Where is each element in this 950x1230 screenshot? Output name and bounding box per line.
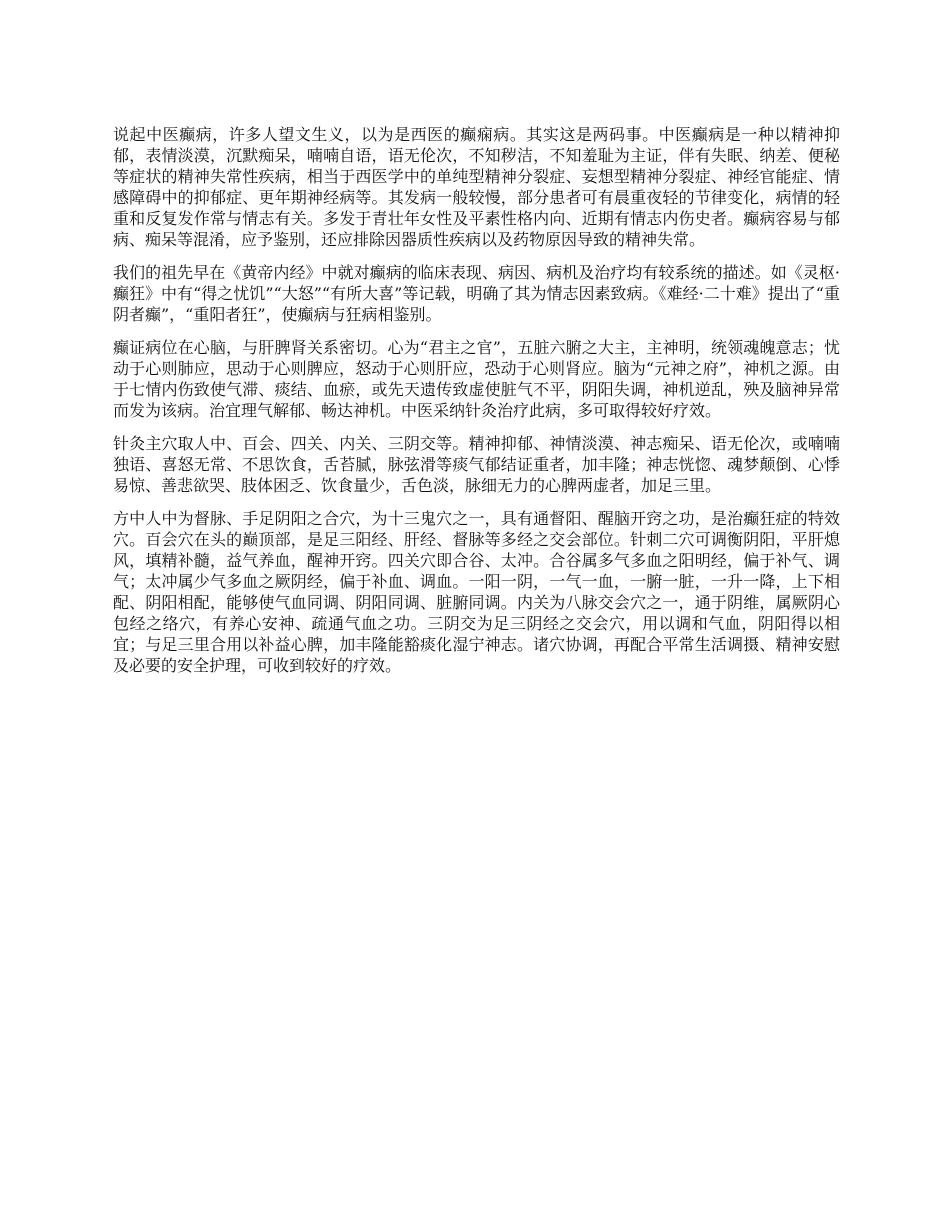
- paragraph-explanation: 方中人中为督脉、手足阴阳之合穴，为十三鬼穴之一，具有通督阳、醒脑开窍之功，是治癫狂症的特效穴。百会穴在头的巅顶部，是足三阳经、肝经、督脉等多经之交会部位。针刺二穴可调衡阴阳，平肝熄风，填精补髓，益气养血，醒神开窍。四关穴即合谷、太冲。合谷属多气多血之阳明经，偏于补气、调气；太冲属少气多血之厥阴经，偏于补血、调血。一阳一阴，一气一血，一腑一脏，一升一降，上下相配、阴阳相配，能够使气血同调、阴阳同调、脏腑同调。内关为八脉交会穴之一，通于阴维，属厥阴心包经之络穴，有养心安神、疏通气血之功。三阴交为足三阴经之交会穴，用以调和气血，阴阳得以相宜；与足三里合用以补益心脾，加丰隆能豁痰化湿宁神志。诸穴协调，再配合平常生活调摄、精神安慰及必要的安全护理，可收到较好的疗效。: [113, 509, 840, 675]
- paragraph-acupoints: 针灸主穴取人中、百会、四关、内关、三阴交等。精神抑郁、神情淡漠、神志痴呆、语无伦次，或喃喃独语、喜怒无常、不思饮食，舌苔腻，脉弦滑等痰气郁结证重者，加丰隆；神志恍惚、魂梦颠倒、心悸易惊、善悲欲哭、肢体困乏、饮食量少，舌色淡，脉细无力的心脾两虚者，加足三里。: [113, 434, 840, 495]
- document-body: [113, 124, 840, 688]
- paragraph-pathology: 癫证病位在心脑，与肝脾肾关系密切。心为“君主之官”，五脏六腑之大主，主神明，统领魂魄意志；忧动于心则肺应，思动于心则脾应，怒动于心则肝应，恐动于心则肾应。脑为“元神之府”，神机之源。由于七情内伤致使气滞、痰结、血瘀，或先天遗传致虚使脏气不平，阴阳失调，神机逆乱，殃及脑神异常而发为该病。治宜理气解郁、畅达神机。中医采纳针灸治疗此病，多可取得较好疗效。: [113, 338, 840, 420]
- paragraph-intro: 说起中医癫病，许多人望文生义，以为是西医的癫痫病。其实这是两码事。中医癫病是一种以精神抑郁，表情淡漠，沉默痴呆，喃喃自语，语无伦次，不知秽洁，不知羞耻为主证，伴有失眠、纳差、便秘等症状的精神失常性疾病，相当于西医学中的单纯型精神分裂症、妄想型精神分裂症、神经官能症、情感障碍中的抑郁症、更年期神经病等。其发病一般较慢，部分患者可有晨重夜轻的节律变化，病情的轻重和反复发作常与情志有关。多发于青壮年女性及平素性格内向、近期有情志内伤史者。癫病容易与郁病、痴呆等混淆，应予鉴别，还应排除因器质性疾病以及药物原因导致的精神失常。: [113, 125, 840, 249]
- paragraph-history: 我们的祖先早在《黄帝内经》中就对癫病的临床表现、病因、病机及治疗均有较系统的描述。如《灵枢·癫狂》中有“得之忧饥”“大怒”“有所大喜”等记载，明确了其为情志因素致病。《难经·二十难》提出了“重阴者癫”，“重阳者狂”，使癫病与狂病相鉴别。: [113, 263, 840, 324]
